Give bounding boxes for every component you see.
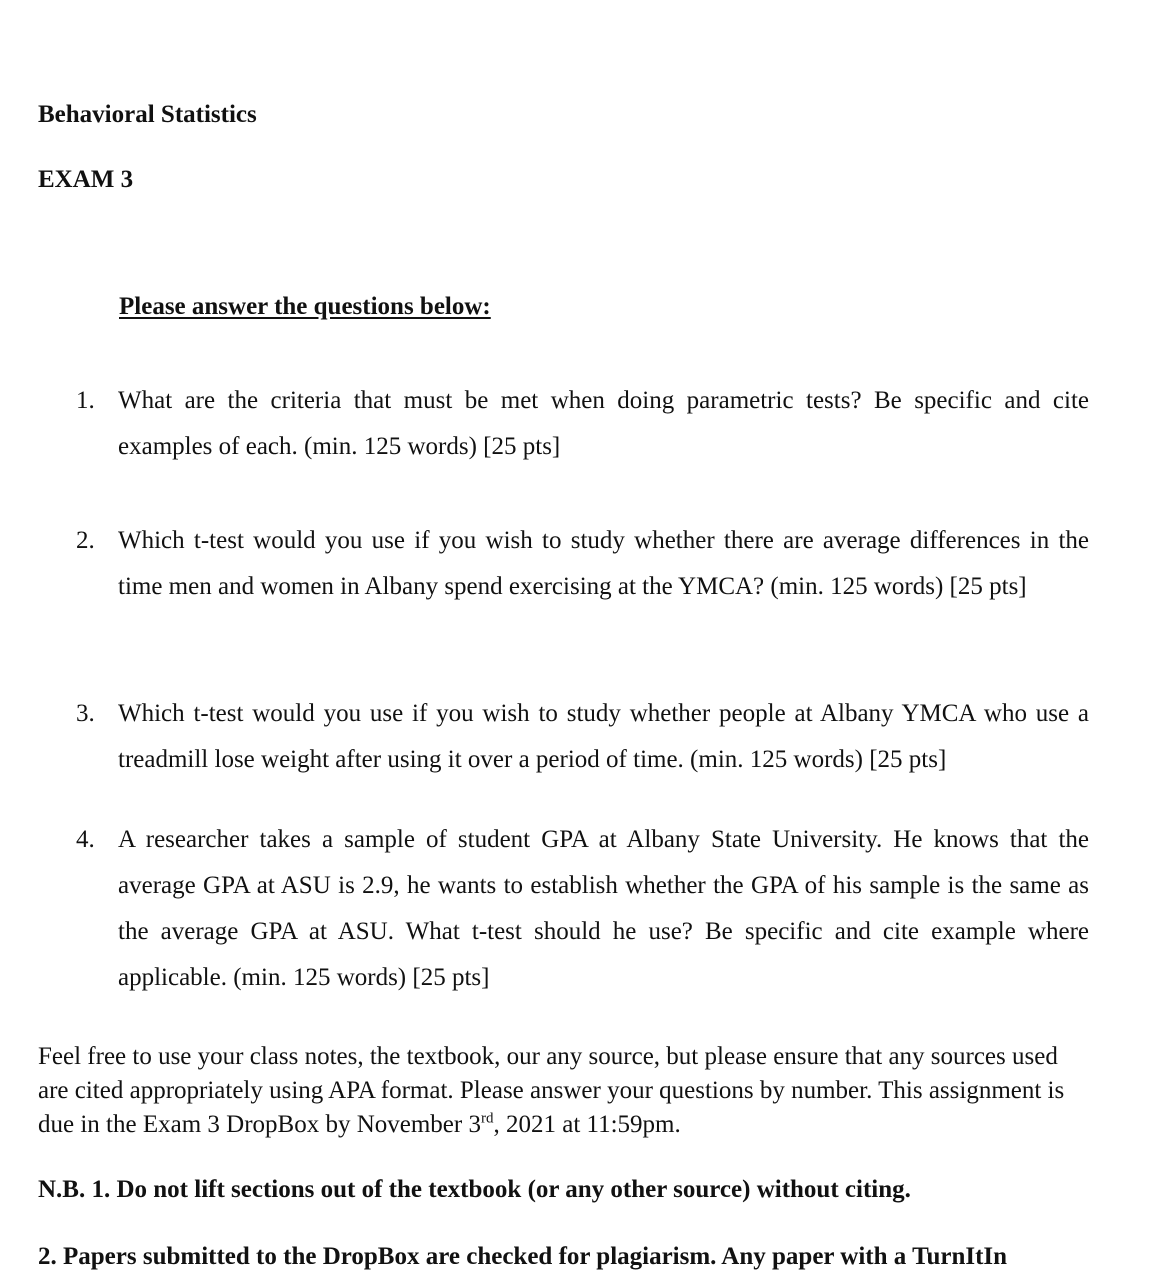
exam-title: EXAM 3 xyxy=(38,166,134,193)
nb-note-1: N.B. 1. Do not lift sections out of the textbook (or any other source) without citing. xyxy=(38,1176,911,1203)
question-text: What are the criteria that must be met when doing parametric tests? Be specific and cite examples of each. (min. 125 words) [25 pts] xyxy=(118,387,1089,460)
question-item xyxy=(76,817,1089,1001)
question-number: 1. xyxy=(76,387,95,414)
notes-text: Feel free to use your class notes, the textbook, our any source, but please ensure that any sources used are cited appropriately using APA format. Please answer your questions by number. This assignment is due in the Exam 3 DropBox by November 3 xyxy=(38,1043,1065,1138)
question-item xyxy=(76,518,1089,610)
notes-deadline: , 2021 at 11:59pm. xyxy=(493,1111,681,1138)
question-item xyxy=(76,378,1089,470)
question-item xyxy=(76,691,1089,783)
instructions-heading: Please answer the questions below: xyxy=(119,293,491,320)
question-text: Which t-test would you use if you wish to study whether there are average differences in the time men and women in Albany spend exercising at the YMCA? (min. 125 words) [25 pts] xyxy=(118,527,1089,600)
submission-notes xyxy=(38,1040,1083,1142)
ordinal-superscript: rd xyxy=(480,1110,494,1127)
question-text: Which t-test would you use if you wish to study whether people at Albany YMCA who use a treadmill lose weight after using it over a period of time. (min. 125 words) [25 pts] xyxy=(118,700,1089,773)
course-title: Behavioral Statistics xyxy=(38,101,257,128)
question-number: 3. xyxy=(76,700,95,727)
question-text: A researcher takes a sample of student GPA at Albany State University. He knows that the average GPA at ASU is 2.9, he wants to establish whether the GPA of his sample is the same as the average GPA at ASU. What t-test should he use? Be specific and cite example where applicable. (min. 125 words) [25 pts] xyxy=(118,826,1089,991)
question-number: 2. xyxy=(76,527,95,554)
question-number: 4. xyxy=(76,826,95,853)
nb-note-2: 2. Papers submitted to the DropBox are checked for plagiarism. Any paper with a TurnItIn xyxy=(38,1243,1008,1270)
